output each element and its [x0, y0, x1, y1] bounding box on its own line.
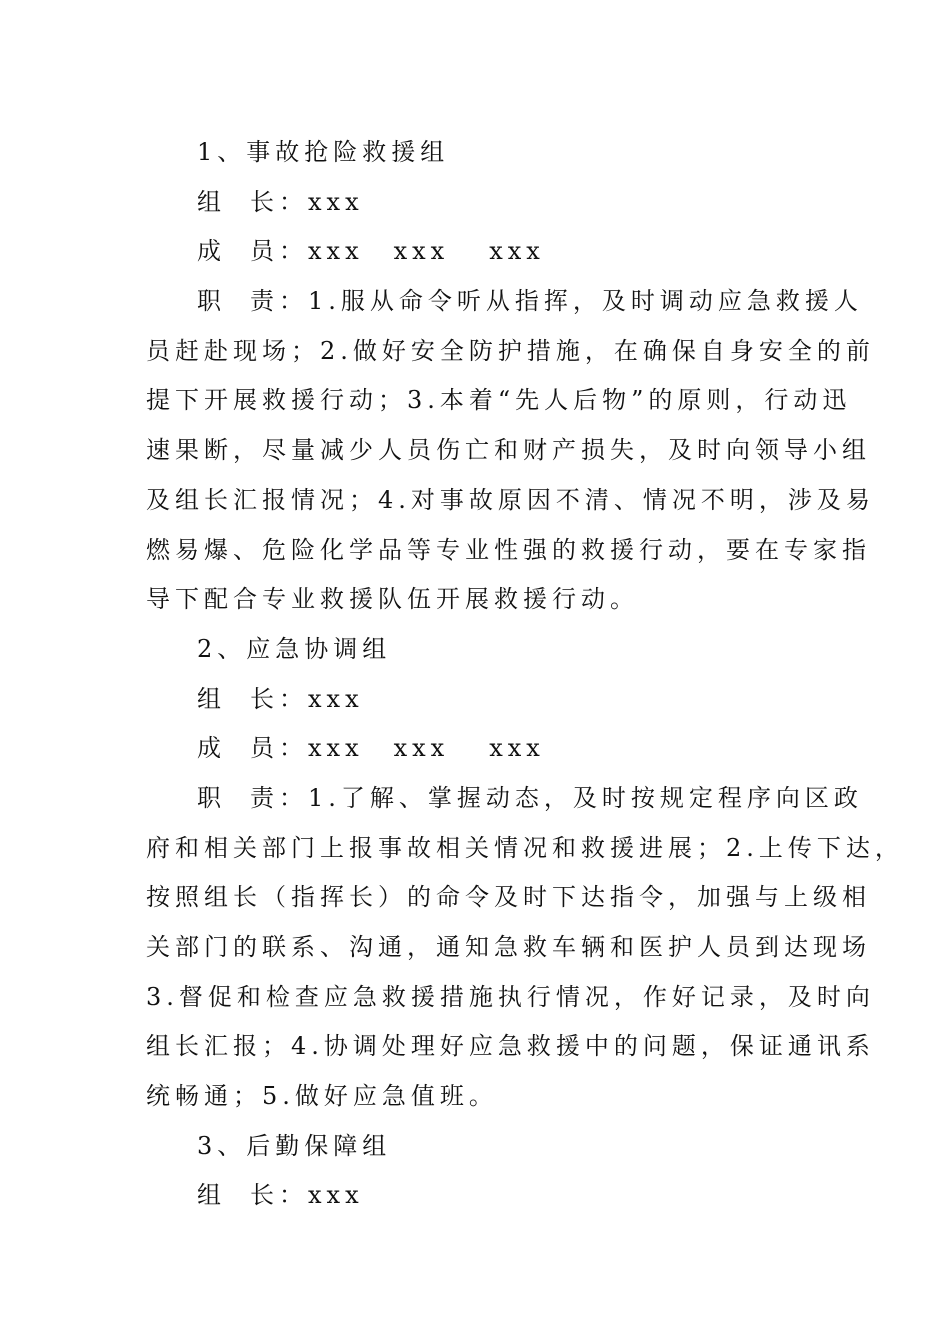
leader-label-part1: 组 — [197, 1181, 226, 1210]
duties-text-line: 关部门的联系、沟通，通知急救车辆和医护人员到达现场 — [146, 933, 871, 961]
duties-label-part2: 责： — [250, 783, 308, 812]
duties-text-line: 员赶赴现场；2.做好安全防护措施，在确保自身安全的前 — [146, 336, 875, 365]
duties-label-part2: 责： — [250, 287, 308, 316]
member-name: xxx — [489, 734, 545, 763]
leader-label-part1: 组 — [197, 684, 226, 713]
member-name: xxx — [393, 734, 450, 763]
duties-line — [146, 774, 863, 824]
duties-text-line: 提下开展救援行动；3.本着“先人后物”的原则，行动迅 — [146, 386, 852, 415]
document-body — [146, 128, 904, 1221]
section-heading: 1、事故抢险救援组 — [197, 138, 450, 166]
duties-text-line: 按照组长（指挥长）的命令及时下达指令，加强与上级相 — [146, 883, 871, 912]
duties-text-line: 统畅通；5.做好应急值班。 — [146, 1082, 498, 1111]
members-label-part2: 员： — [250, 237, 308, 266]
duties-text-line: 及组长汇报情况；4.对事故原因不清、情况不明，涉及易 — [146, 485, 875, 514]
section-heading: 2、应急协调组 — [197, 634, 392, 663]
members-label-part2: 员： — [250, 734, 308, 763]
group-members-line — [146, 227, 818, 277]
member-name: xxx — [308, 237, 364, 266]
leader-label-part2: 长： — [250, 684, 308, 713]
duties-text-line: 速果断，尽量减少人员伤亡和财产损失，及时向领导小组 — [146, 436, 871, 465]
duties-label-part1: 职 — [197, 783, 226, 812]
leader-label-part2: 长： — [250, 1181, 308, 1210]
members-label-part1: 成 — [197, 237, 226, 266]
leader-label-part2: 长： — [250, 187, 308, 216]
group-leader-line — [146, 675, 818, 725]
duties-text-line: 导下配合专业救援队伍开展救援行动。 — [146, 585, 639, 614]
leader-name: xxx — [308, 684, 364, 713]
member-name: xxx — [489, 237, 545, 266]
duties-text-line: 燃易爆、危险化学品等专业性强的救援行动，要在专家指 — [146, 535, 871, 564]
duties-text-line: 府和相关部门上报事故相关情况和救援进展；2.上传下达， — [146, 833, 904, 862]
section-heading: 3、后勤保障组 — [197, 1131, 392, 1160]
group-leader-line — [146, 178, 818, 228]
duties-label-part1: 职 — [197, 287, 226, 316]
leader-name: xxx — [308, 187, 364, 216]
member-name: xxx — [308, 734, 364, 763]
member-name: xxx — [393, 237, 450, 266]
duties-line — [146, 277, 863, 327]
leader-name: xxx — [308, 1181, 364, 1210]
leader-label-part1: 组 — [197, 187, 226, 216]
group-leader-line — [146, 1171, 818, 1221]
duties-text-line: 组长汇报；4.协调处理好应急救援中的问题，保证通讯系 — [146, 1032, 875, 1061]
members-label-part1: 成 — [197, 734, 226, 763]
duties-text: 1.了解、掌握动态，及时按规定程序向区政 — [308, 783, 863, 812]
group-members-line — [146, 724, 818, 774]
duties-text: 1.服从命令听从指挥，及时调动应急救援人 — [308, 287, 863, 316]
duties-text-line: 3.督促和检查应急救援措施执行情况，作好记录，及时向 — [146, 982, 875, 1011]
